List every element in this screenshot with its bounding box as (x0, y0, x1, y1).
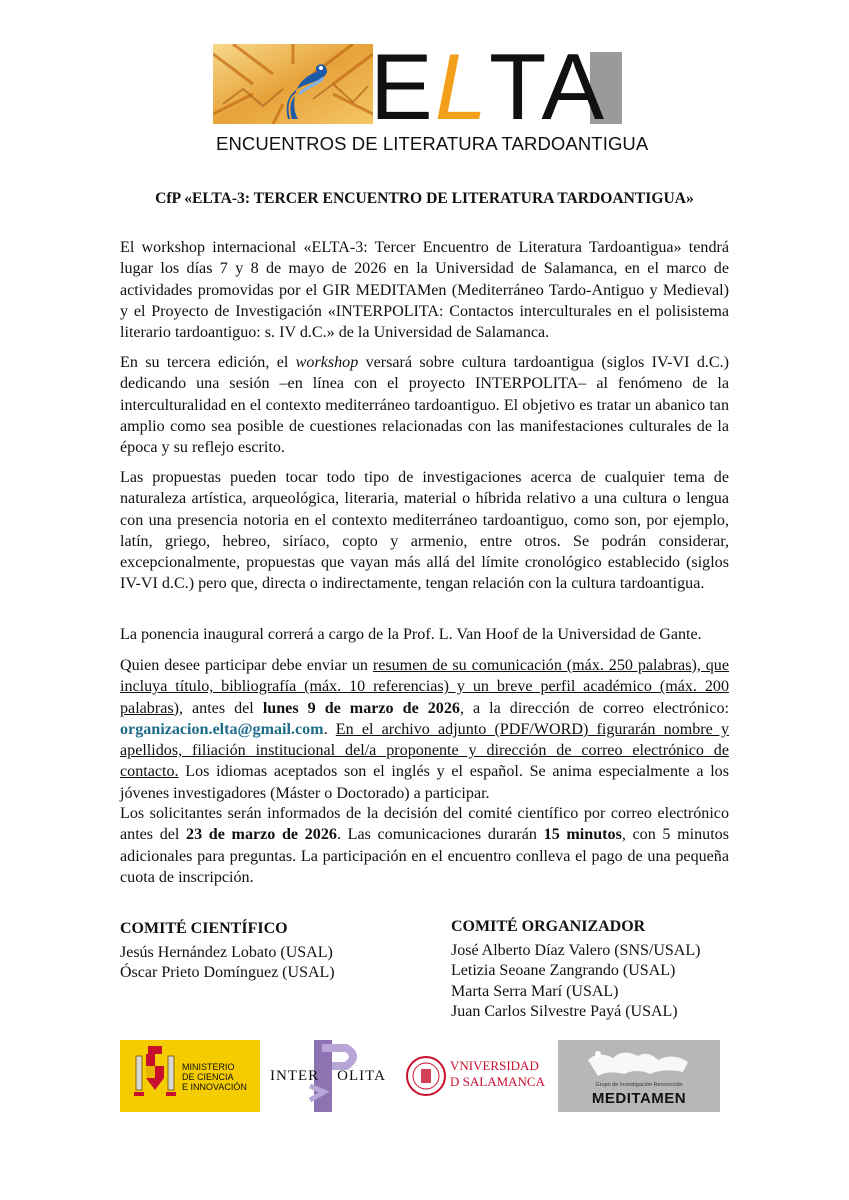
paragraph-edition-text-a: En su tercera edición, el (120, 354, 296, 371)
ministerio-logo (120, 1040, 260, 1112)
notification-text-b: . Las comunicaciones durarán (336, 826, 544, 844)
submission-requirements-underlined: resumen de su comunicación (máx. 250 palabras), que incluya título, bibliografía (máx. 10 referencias) y un breve perfil académico (máx. 200 palabras), (120, 657, 729, 717)
interpolita-text-b: OLITA (337, 1068, 386, 1084)
talk-duration: 15 minutos (543, 826, 622, 844)
notification-date: 23 de marzo de 2026 (186, 826, 337, 844)
committee-member: Jesús Hernández Lobato (USAL) (120, 943, 333, 961)
usal-line: D SALAMANCA (450, 1074, 545, 1089)
logo-subtitle: ENCUENTROS DE LITERATURA TARDOANTIGUA (216, 133, 649, 154)
paragraph-intro (120, 237, 729, 343)
workshop-italic: workshop (295, 354, 359, 371)
submission-deadline: lunes 9 de marzo de 2026 (262, 699, 460, 717)
notification-text-c: , con 5 minutos adicionales para preguntas. La participación en el encuentro conlleva el pago de una pequeña cuota de inscripción. (120, 826, 729, 886)
committee-member: Marta Serra Marí (USAL) (451, 982, 619, 1000)
ministerio-line: E INNOVACIÓN (182, 1082, 247, 1092)
attachment-requirements-underlined: En el archivo adjunto (PDF/WORD) figurarán nombre y apellidos, filiación institucional del/a proponente y dirección de correo electrónico de contacto. (120, 720, 729, 781)
submission-text-c: , a la dirección de correo electrónico: (459, 699, 729, 717)
logo-letter-l: L (434, 34, 489, 139)
paragraph-submission (120, 655, 729, 804)
notification-text-a: Los solicitantes serán informados de la decisión del comité científico por correo electrónico antes del (120, 805, 729, 844)
logo-letters-ta: TA (488, 34, 607, 139)
paragraph-proposals-text: Las propuestas pueden tocar todo tipo de investigaciones acerca de cualquier tema de naturaleza artística, arqueológica, literaria, material o híbrida relativo a una cultura o lengua con una presencia notoria en el contexto mediterráneo tardoantiguo, como son, por ejemplo, latín, griego, hebreo, siríaco, copto y armenio, entre otros. Se podrán considerar, excepcionalmente, propuestas que vayan más allá del límite cronológico establecido (siglos IV-VI d.C.) pero que, directa o indirectamente, tengan relación con la cultura tardoantigua. (120, 469, 729, 593)
meditamen-name: MEDITAMEN (591, 1090, 687, 1107)
organizing-committee-heading: COMITÉ ORGANIZADOR (451, 918, 646, 935)
elta-logo (370, 34, 620, 139)
document-title: CfP «ELTA-3: TERCER ENCUENTRO DE LITERATURA TARDOANTIGUA» (155, 190, 694, 207)
submission-text-a: Quien desee participar debe enviar un (120, 657, 373, 674)
organizing-committee (451, 917, 700, 1023)
logo-letter-e: E (370, 34, 435, 139)
usal-seal-icon (406, 1051, 446, 1101)
meditamen-caption: Grupo de Investigación Reconocido (595, 1082, 683, 1088)
usal-logo (402, 1040, 554, 1112)
committee-member: José Alberto Díaz Valero (SNS/USAL) (451, 941, 701, 959)
committee-member: Óscar Prieto Domínguez (USAL) (120, 964, 335, 981)
paragraph-keynote-text: La ponencia inaugural correrá a cargo de la Prof. L. Van Hoof de la Universidad de Gante. (120, 626, 702, 643)
usal-line: VNIVERSIDAD (450, 1058, 539, 1073)
submission-text-e: Los idiomas aceptados son el inglés y el español. Se anima especialmente a los jóvenes investigadores (Máster o Doctorado) a participar. (120, 763, 729, 802)
submission-text-b: antes del (183, 699, 263, 717)
spain-coat-of-arms-icon (124, 1040, 184, 1112)
meditamen-logo (558, 1040, 720, 1112)
paragraph-keynote (120, 624, 729, 645)
scientific-committee-heading: COMITÉ CIENTÍFICO (120, 920, 288, 937)
header-artwork (213, 44, 373, 124)
interpolita-logo (266, 1040, 398, 1112)
ministerio-line: DE CIENCIA (182, 1072, 234, 1082)
contact-email-link[interactable]: organizacion.elta@gmail.com (120, 720, 324, 738)
submission-text-d: . (323, 720, 336, 738)
ministerio-line: MINISTERIO (182, 1062, 235, 1072)
scientific-committee (120, 919, 335, 984)
interpolita-text-a: INTER (270, 1068, 320, 1084)
committee-member: Juan Carlos Silvestre Payá (USAL) (451, 1003, 678, 1020)
paragraph-proposals (120, 467, 729, 595)
committee-member: Letizia Seoane Zangrando (USAL) (451, 962, 676, 979)
paragraph-edition-text-b: versará sobre cultura tardoantigua (siglos IV-VI d.C.) dedicando una sesión –en línea con el proyecto INTERPOLITA– al fenómeno de la interculturalidad en el contexto mediterráneo tardoantiguo. El objetivo es tratar un abanico tan amplio como sea posible de cuestiones relacionadas con las manifestaciones culturales de la época y su reflejo escrito. (120, 354, 730, 457)
paragraph-notification (120, 803, 729, 888)
paragraph-edition (120, 352, 729, 458)
paragraph-intro-text: El workshop internacional «ELTA-3: Tercer Encuentro de Literatura Tardoantigua» tendrá lugar los días 7 y 8 de mayo de 2026 en la Universidad de Salamanca, en el marco de actividades promovidas por el GIR MEDITAMen (Mediterráneo Tardo-Antiguo y Medieval) y el Proyecto de Investigación «INTERPOLITA: Contactos interculturales en el polisistema literario tardoantiguo: s. IV d.C.» de la Universidad de Salamanca. (120, 239, 729, 342)
